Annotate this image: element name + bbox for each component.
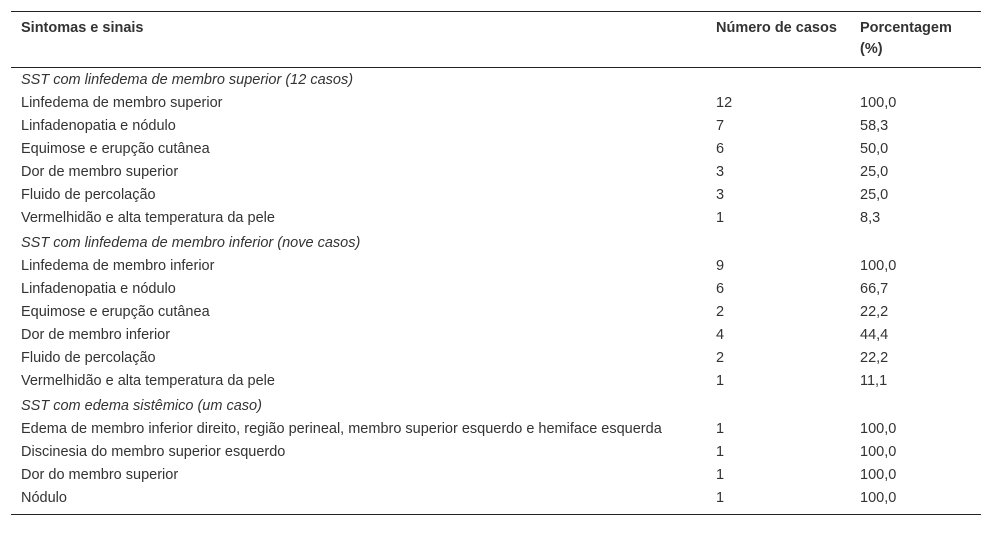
group-heading-row <box>11 231 981 256</box>
symptom-cell: Fluido de percolação <box>21 187 156 203</box>
symptoms-table <box>11 12 981 514</box>
symptom-cell: Linfedema de membro inferior <box>21 258 215 274</box>
percent-cell: 100,0 <box>860 421 897 437</box>
count-cell: 1 <box>716 373 725 389</box>
percent-cell: 100,0 <box>860 467 897 483</box>
symptom-cell: Dor de membro superior <box>21 164 179 180</box>
percent-cell: 8,3 <box>860 210 881 226</box>
table-row <box>11 256 981 279</box>
count-cell: 12 <box>716 95 733 111</box>
table-row <box>11 325 981 348</box>
header-percentage: Porcentagem (%) <box>850 12 981 68</box>
count-cell: 6 <box>716 141 725 157</box>
percent-cell: 44,4 <box>860 327 889 343</box>
table-row <box>11 93 981 116</box>
table-row <box>11 442 981 465</box>
count-cell: 1 <box>716 467 725 483</box>
symptom-cell: Vermelhidão e alta temperatura da pele <box>21 373 275 389</box>
symptom-cell: Edema de membro inferior direito, região perineal, membro superior esquerdo e hemiface esquerda <box>21 421 662 437</box>
symptom-cell: Linfadenopatia e nódulo <box>21 281 176 297</box>
group-title: SST com edema sistêmico (um caso) <box>21 398 262 414</box>
table-row <box>11 139 981 162</box>
percent-cell: 100,0 <box>860 490 897 506</box>
count-cell: 1 <box>716 421 725 437</box>
symptom-cell: Discinesia do membro superior esquerdo <box>21 444 286 460</box>
count-cell: 9 <box>716 258 725 274</box>
symptom-cell: Dor de membro inferior <box>21 327 171 343</box>
percent-cell: 100,0 <box>860 95 897 111</box>
table-row <box>11 348 981 371</box>
data-table-container <box>11 11 981 515</box>
symptom-cell: Linfadenopatia e nódulo <box>21 118 176 134</box>
count-cell: 6 <box>716 281 725 297</box>
count-cell: 3 <box>716 164 725 180</box>
count-cell: 4 <box>716 327 725 343</box>
percent-cell: 50,0 <box>860 141 889 157</box>
table-row <box>11 185 981 208</box>
percent-cell: 66,7 <box>860 281 889 297</box>
percent-cell: 22,2 <box>860 304 889 320</box>
table-row <box>11 302 981 325</box>
table-row <box>11 279 981 302</box>
symptom-cell: Equimose e erupção cutânea <box>21 304 210 320</box>
count-cell: 1 <box>716 444 725 460</box>
percent-cell: 58,3 <box>860 118 889 134</box>
count-cell: 7 <box>716 118 725 134</box>
percent-cell: 100,0 <box>860 258 897 274</box>
symptom-cell: Equimose e erupção cutânea <box>21 141 210 157</box>
table-row <box>11 371 981 394</box>
percent-cell: 25,0 <box>860 164 889 180</box>
symptom-cell: Dor do membro superior <box>21 467 179 483</box>
header-case-count: Número de casos <box>706 12 850 68</box>
group-title: SST com linfedema de membro superior (12 casos) <box>21 72 354 88</box>
count-cell: 3 <box>716 187 725 203</box>
table-row <box>11 162 981 185</box>
count-cell: 1 <box>716 490 725 506</box>
symptom-cell: Nódulo <box>21 490 67 506</box>
group-title: SST com linfedema de membro inferior (nove casos) <box>21 235 361 251</box>
header-symptoms: Sintomas e sinais <box>11 12 706 68</box>
group-heading-row <box>11 68 981 94</box>
percent-cell: 25,0 <box>860 187 889 203</box>
table-row <box>11 208 981 231</box>
table-row <box>11 116 981 139</box>
count-cell: 2 <box>716 304 725 320</box>
table-row <box>11 465 981 488</box>
count-cell: 2 <box>716 350 725 366</box>
percent-cell: 11,1 <box>860 373 888 389</box>
table-row <box>11 419 981 442</box>
symptom-cell: Fluido de percolação <box>21 350 156 366</box>
table-header-row <box>11 12 981 68</box>
percent-cell: 100,0 <box>860 444 897 460</box>
group-heading-row <box>11 394 981 419</box>
count-cell: 1 <box>716 210 725 226</box>
percent-cell: 22,2 <box>860 350 889 366</box>
table-row <box>11 488 981 514</box>
symptom-cell: Linfedema de membro superior <box>21 95 223 111</box>
symptom-cell: Vermelhidão e alta temperatura da pele <box>21 210 275 226</box>
